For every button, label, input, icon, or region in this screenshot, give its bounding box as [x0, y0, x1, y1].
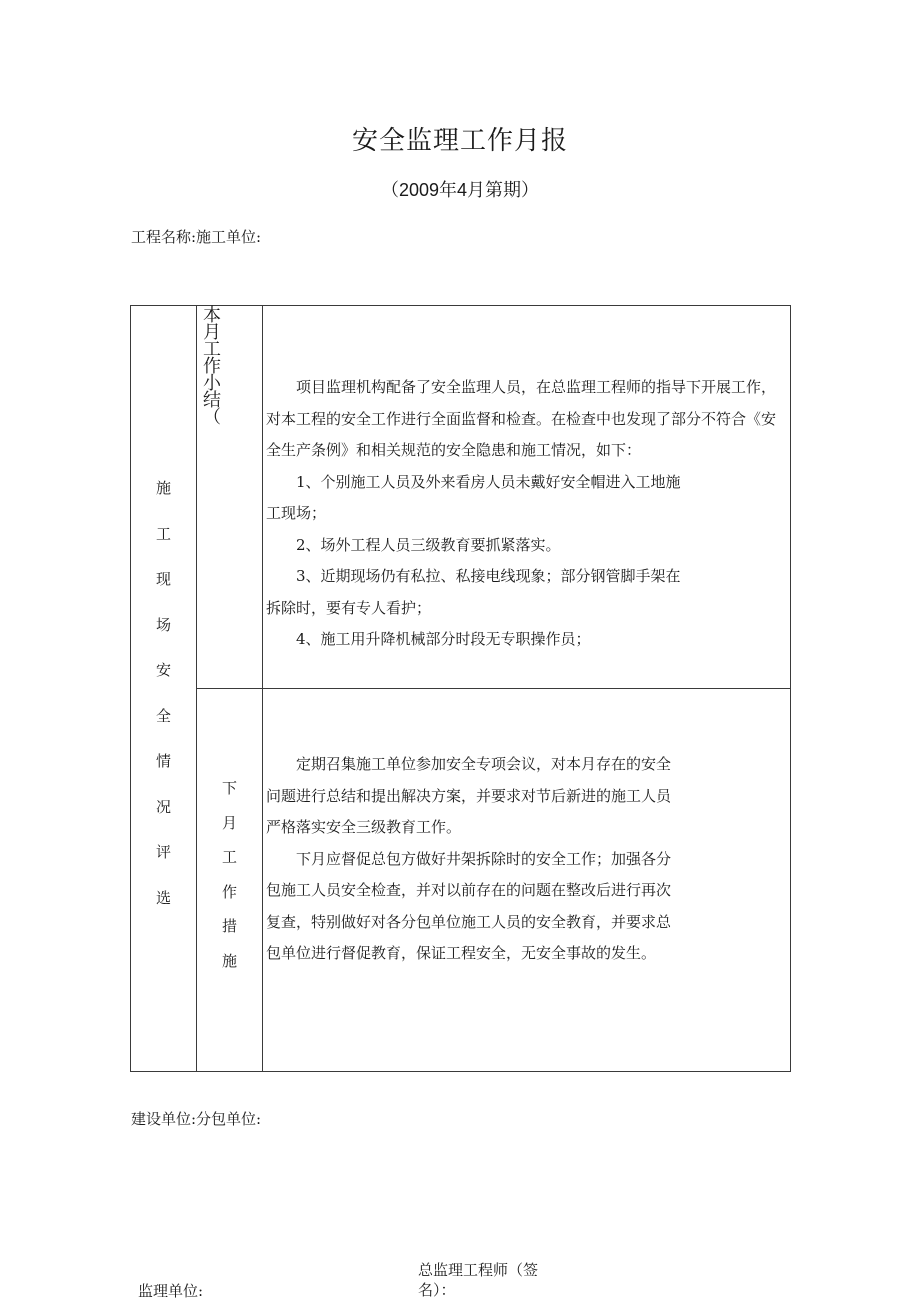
chief-engineer-signature — [418, 1260, 538, 1300]
next-label-char: 措 — [221, 917, 237, 935]
summary-line: 对本工程的安全工作进行全面监督和检查。在检查中也发现了部分不符合《安 — [266, 409, 777, 428]
next-label-char: 月 — [221, 813, 237, 832]
summary-line: 1、个别施工人员及外来看房人员未戴好安全帽进入工地施 — [266, 472, 681, 491]
category-label — [131, 466, 196, 921]
summary-line: 4、施工用升降机械部分时段无专职操作员； — [266, 630, 591, 648]
category-char: 工 — [155, 524, 171, 543]
summary-label-cell — [197, 306, 263, 689]
chief-engineer-line: 总监理工程师（签 — [418, 1261, 539, 1279]
summary-label-char: 结 — [203, 390, 221, 410]
report-title: 安全监理工作月报 — [351, 126, 568, 156]
summary-label-char: 作 — [203, 356, 221, 376]
period-open-paren: （ — [380, 180, 399, 201]
category-char: 选 — [155, 888, 171, 907]
summary-label-char: 月 — [203, 322, 221, 342]
summary-label-char: 小 — [203, 373, 221, 393]
next-month-label — [197, 771, 262, 978]
category-char: 安 — [155, 661, 171, 679]
next-line: 严格落实安全三级教育工作。 — [266, 818, 462, 836]
period-close-paren: ） — [521, 180, 540, 201]
category-char: 场 — [155, 615, 171, 634]
next-line: 复查，特别做好对各分包单位施工人员的安全教育，并要求总 — [266, 912, 672, 931]
report-table — [130, 305, 791, 1072]
summary-line: 3、近期现场仍有私拉、私接电线现象；部分钢管脚手架在 — [266, 567, 681, 585]
summary-line: 2、场外工程人员三级教育要抓紧落实。 — [266, 535, 561, 554]
category-cell — [131, 306, 197, 1072]
next-line: 下月应督促总包方做好井架拆除时的安全工作；加强各分 — [266, 849, 672, 868]
summary-label-char: 工 — [203, 339, 221, 359]
next-content-cell — [263, 689, 791, 1072]
supervision-unit-label: 监理单位: — [138, 1282, 204, 1300]
summary-label-char: （ — [203, 407, 221, 427]
next-line: 定期召集施工单位参加安全专项会议，对本月存在的安全 — [266, 755, 672, 773]
chief-engineer-line: 名）： — [418, 1281, 456, 1299]
summary-line: 拆除时，要有专人看护； — [266, 598, 432, 617]
next-label-char: 施 — [221, 951, 237, 970]
category-char: 全 — [155, 706, 171, 725]
summary-line: 全生产条例》和相关规范的安全隐患和施工情况，如下： — [266, 441, 642, 459]
next-line: 包单位进行督促教育，保证工程安全，无安全事故的发生。 — [266, 944, 657, 962]
category-char: 评 — [155, 843, 171, 861]
summary-line: 项目监理机构配备了安全监理人员，在总监理工程师的指导下开展工作， — [266, 378, 777, 396]
next-label-char: 工 — [221, 848, 237, 866]
summary-label — [203, 307, 221, 426]
summary-line: 工现场； — [266, 504, 327, 522]
category-char: 现 — [155, 570, 171, 588]
next-label-cell — [197, 689, 263, 1072]
report-period — [0, 176, 920, 202]
category-char: 况 — [155, 797, 171, 816]
summary-content-cell — [263, 306, 791, 689]
next-label-char: 下 — [221, 779, 237, 797]
builder-unit-line: 建设单位:分包单位: — [131, 1110, 262, 1128]
monthly-summary-text — [266, 372, 788, 656]
next-line: 包施工人员安全检查，并对以前存在的问题在整改后进行再次 — [266, 881, 672, 899]
next-line: 问题进行总结和提出解决方案，并要求对节后新进的施工人员 — [266, 786, 672, 805]
next-label-char: 作 — [221, 882, 237, 901]
summary-label-char: 本 — [203, 305, 221, 325]
category-char: 施 — [155, 479, 171, 497]
category-char: 情 — [155, 752, 171, 770]
project-name-line: 工程名称:施工单位: — [131, 228, 262, 246]
period-text: 2009年4月第期 — [398, 180, 522, 200]
next-month-measures-text — [266, 749, 788, 970]
